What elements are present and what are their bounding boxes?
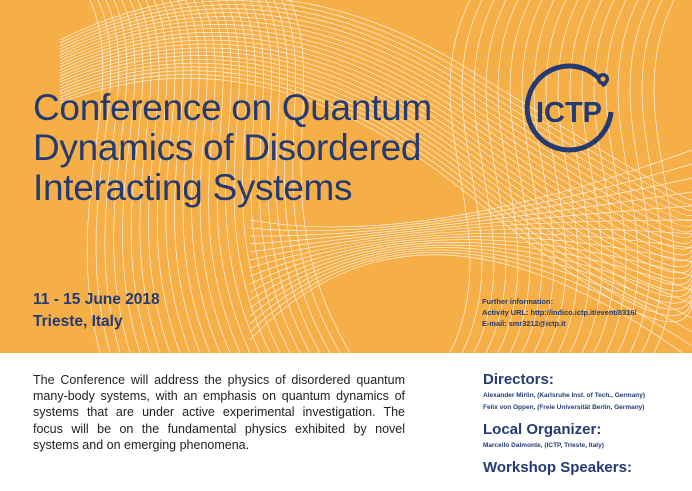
title-line-2: Dynamics of Disordered <box>33 127 422 168</box>
workshop-speakers-heading: Workshop Speakers: <box>483 459 632 476</box>
director-item: Alexander Mirlin, (Karlsruhe Inst. of Tech., Germany) <box>483 392 646 399</box>
conference-title <box>33 88 432 208</box>
ictp-logo <box>519 60 619 160</box>
further-information <box>482 296 636 329</box>
further-info-heading: Further information: <box>482 297 554 306</box>
local-organizer-section <box>483 420 688 452</box>
logo-text: ICTP <box>535 97 603 129</box>
email-link[interactable]: E-mail: smr3212@ictp.it <box>482 319 566 328</box>
workshop-speakers-section <box>483 458 688 478</box>
organizer-item: Marcello Dalmonte, (ICTP, Trieste, Italy) <box>483 442 604 449</box>
activity-url-link[interactable]: Activity URL: http://indico.ictp.it/event/8316/ <box>482 308 637 317</box>
local-organizer-heading: Local Organizer: <box>483 421 602 438</box>
directors-section <box>483 370 688 414</box>
conference-description: The Conference will address the physics of disordered quantum many-body systems, with an emphasis on quantum dynamics of systems that are under active experimental investigation. The focus will be on the fundamental physics exhibited by novel systems and on emerging phenomena. <box>33 373 405 452</box>
event-dates: 11 - 15 June 2018 <box>33 291 160 308</box>
director-item: Felix von Oppen, (Freie Universität Berlin, Germany) <box>483 404 645 411</box>
wave-line <box>462 0 482 353</box>
event-location: Trieste, Italy <box>33 313 123 330</box>
title-line-3: Interacting Systems <box>33 167 353 208</box>
directors-heading: Directors: <box>483 371 554 388</box>
title-line-1: Conference on Quantum <box>33 87 432 128</box>
event-details <box>33 289 160 333</box>
organizers-panel <box>483 370 688 484</box>
wave-line <box>642 0 662 353</box>
